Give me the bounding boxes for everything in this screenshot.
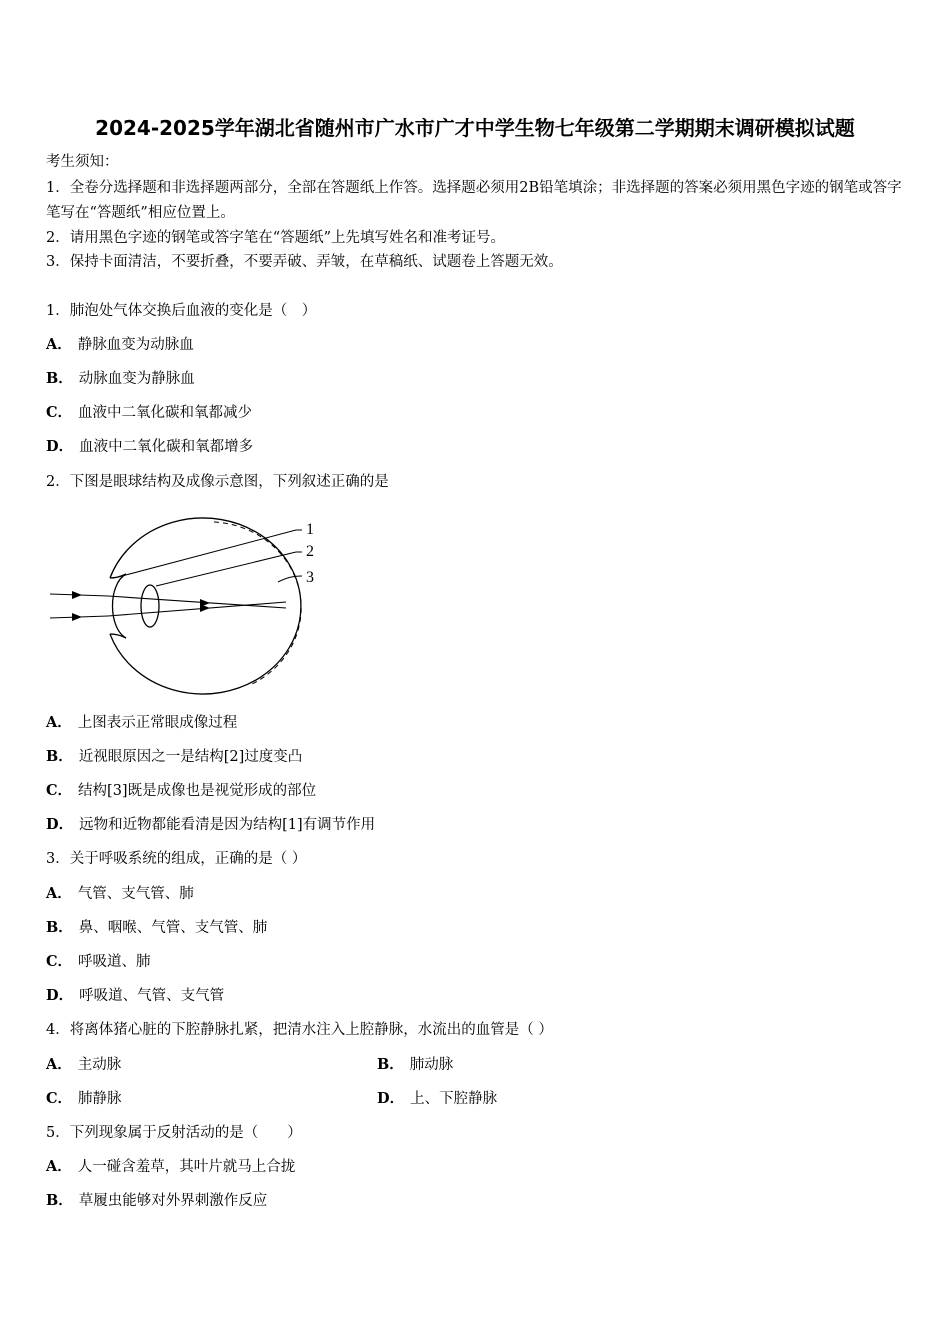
notice-item-3: 3．保持卡面清洁，不要折叠，不要弄破、弄皱，在草稿纸、试题卷上答题无效。 — [46, 254, 563, 270]
notice-item-1: 1．全卷分选择题和非选择题两部分，全部在答题纸上作答。选择题必须用2B铅笔填涂；非选择题的答案必须用黑色字迹的钢笔或答字笔写在“答题纸”相应位置上。 — [46, 180, 902, 221]
option-text: 草履虫能够对外界刺激作反应 — [78, 1193, 268, 1209]
q3-option-b — [46, 918, 267, 938]
option-letter: C． — [46, 1090, 73, 1107]
q3-option-c — [46, 952, 151, 972]
option-letter: A． — [46, 1158, 72, 1175]
option-letter: C． — [46, 782, 73, 799]
lens — [141, 585, 159, 627]
document-title: 2024-2025学年湖北省随州市广水市广才中学生物七年级第二学期期末调研模拟试题 — [95, 116, 855, 140]
q2-option-c — [46, 781, 316, 801]
option-letter: B． — [46, 748, 73, 765]
q4-option-a — [46, 1055, 121, 1075]
option-text: 鼻、咽喉、气管、支气管、肺 — [78, 920, 268, 936]
q1-option-d — [46, 437, 253, 457]
question-5-stem: 5．下列现象属于反射活动的是（ ） — [46, 1125, 302, 1141]
q3-option-d — [46, 986, 224, 1006]
leader-line-3 — [278, 576, 302, 582]
option-text: 气管、支气管、肺 — [77, 886, 194, 902]
q1-option-a — [46, 335, 194, 355]
option-letter: A． — [46, 714, 72, 731]
eyeball-outline — [110, 518, 301, 694]
q4-option-c — [46, 1089, 122, 1109]
ray-arrow-4 — [200, 604, 210, 612]
ray-arrow-2 — [72, 613, 82, 621]
question-4-stem: 4．将离体猪心脏的下腔静脉扎紧，把清水注入上腔静脉，水流出的血管是（ ） — [46, 1022, 553, 1038]
option-text: 结构[3]既是成像也是视觉形成的部位 — [78, 783, 317, 799]
option-letter: B． — [46, 919, 73, 936]
option-letter: B． — [46, 1192, 73, 1209]
option-letter: D． — [46, 438, 74, 455]
option-text: 上图表示正常眼成像过程 — [77, 715, 238, 731]
q5-option-a — [46, 1157, 295, 1177]
option-text: 主动脉 — [77, 1057, 122, 1073]
q5-option-b — [46, 1191, 267, 1211]
q2-option-a — [46, 713, 237, 733]
option-text: 上、下腔静脉 — [410, 1091, 498, 1107]
option-text: 呼吸道、气管、支气管 — [79, 988, 225, 1004]
option-letter: B． — [46, 370, 73, 387]
option-text: 血液中二氧化碳和氧都增多 — [79, 439, 254, 455]
question-3-stem: 3．关于呼吸系统的组成，正确的是（ ） — [46, 851, 307, 867]
question-1-stem: 1．肺泡处气体交换后血液的变化是（ ） — [46, 303, 317, 319]
figure-label-3: 3 — [306, 569, 314, 586]
eyeball-diagram — [46, 516, 336, 696]
option-text: 动脉血变为静脉血 — [78, 371, 195, 387]
option-text: 远物和近物都能看清是因为结构[1]有调节作用 — [79, 817, 376, 833]
q3-option-a — [46, 884, 194, 904]
q1-option-b — [46, 369, 195, 389]
option-letter: C． — [46, 953, 73, 970]
cornea-front — [113, 574, 127, 638]
notice-heading: 考生须知： — [46, 154, 119, 170]
option-text: 呼吸道、肺 — [78, 954, 151, 970]
notice-item-2: 2．请用黑色字迹的钢笔或答字笔在“答题纸”上先填写姓名和准考证号。 — [46, 230, 506, 246]
option-letter: B． — [377, 1056, 404, 1073]
option-letter: A． — [46, 336, 72, 353]
figure-label-1: 1 — [306, 521, 314, 538]
option-text: 人一碰含羞草，其叶片就马上合拢 — [77, 1159, 296, 1175]
ray-arrow-1 — [72, 591, 82, 599]
leader-line-2 — [156, 552, 296, 586]
option-letter: D． — [46, 816, 74, 833]
light-ray-bottom-inside — [108, 602, 286, 616]
option-letter: C． — [46, 404, 73, 421]
option-text: 静脉血变为动脉血 — [77, 337, 194, 353]
option-letter: D． — [46, 987, 74, 1004]
option-letter: D． — [377, 1090, 405, 1107]
option-text: 近视眼原因之一是结构[2]过度变凸 — [78, 749, 303, 765]
option-text: 肺静脉 — [78, 1091, 122, 1107]
q2-option-b — [46, 747, 302, 767]
q4-option-b — [377, 1055, 453, 1075]
question-2-stem: 2．下图是眼球结构及成像示意图，下列叙述正确的是 — [46, 474, 389, 490]
q4-option-d — [377, 1089, 497, 1109]
q1-option-c — [46, 403, 252, 423]
figure-label-2: 2 — [306, 543, 314, 560]
option-text: 血液中二氧化碳和氧都减少 — [78, 405, 253, 421]
option-text: 肺动脉 — [409, 1057, 454, 1073]
retina-dashed — [214, 522, 301, 684]
option-letter: A． — [46, 1056, 72, 1073]
light-ray-top-inside — [108, 596, 286, 608]
option-letter: A． — [46, 885, 72, 902]
leader-line-1 — [122, 530, 296, 576]
q2-option-d — [46, 815, 375, 835]
